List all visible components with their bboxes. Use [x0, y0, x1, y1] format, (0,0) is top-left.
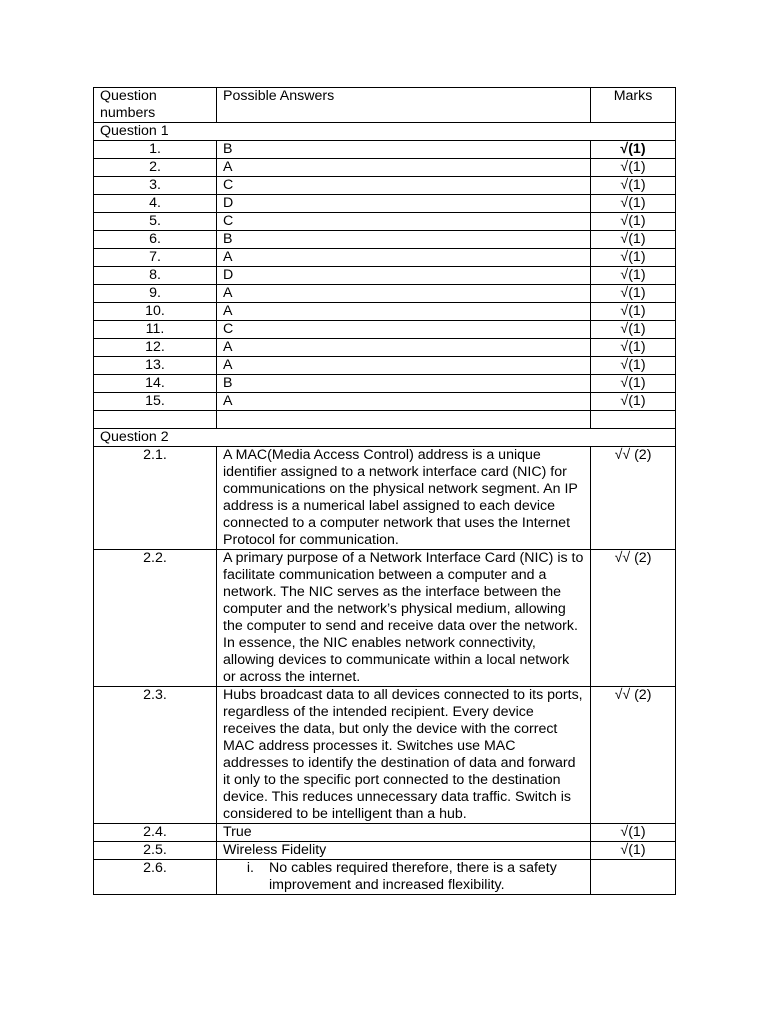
list-item-text: No cables required therefore, there is a safety improvement and increased flexibility. [269, 860, 557, 893]
header-possible-answers: Possible Answers [217, 88, 591, 123]
marks-cell: √(1) [591, 824, 676, 842]
answer-cell: B [217, 231, 591, 249]
marks-cell: √(1) [591, 213, 676, 231]
marks-cell: √√ (2) [591, 687, 676, 824]
section-row-question-1 [94, 123, 676, 141]
answer-cell: D [217, 195, 591, 213]
question-number: 8. [94, 267, 217, 285]
table-row [94, 285, 676, 303]
table-row [94, 231, 676, 249]
answer-cell: True [217, 824, 591, 842]
answer-cell: A [217, 393, 591, 411]
marks-cell: √(1) [591, 303, 676, 321]
question-number: 2.6. [94, 860, 217, 895]
table-row [94, 357, 676, 375]
table-row [94, 842, 676, 860]
table-row [94, 177, 676, 195]
question-number: 2.1. [94, 447, 217, 550]
answer-cell: Hubs broadcast data to all devices connected to its ports, regardless of the intended recipient. Every device receives the data, but only the device with the correct MAC address processes it. Switches use MAC addresses to identify the destination of data and forward it only to the specific port connected to the destination device. This reduces unnecessary data traffic. Switch is considered to be intelligent than a hub. [217, 687, 591, 824]
header-question-numbers: Question numbers [94, 88, 217, 123]
answer-cell: A [217, 339, 591, 357]
question-number: 2.3. [94, 687, 217, 824]
marks-cell: √(1) [591, 339, 676, 357]
marks-cell: √(1) [591, 177, 676, 195]
question-number: 1. [94, 141, 217, 159]
section-label-question-2: Question 2 [94, 429, 676, 447]
header-marks: Marks [591, 88, 676, 123]
question-number: 3. [94, 177, 217, 195]
marks-cell: √(1) [591, 375, 676, 393]
table-row [94, 860, 676, 895]
answer-table [93, 87, 676, 895]
table-row [94, 321, 676, 339]
answer-cell: A [217, 303, 591, 321]
marks-cell: √(1) [591, 285, 676, 303]
table-row [94, 824, 676, 842]
table-row [94, 550, 676, 687]
table-row [94, 447, 676, 550]
spacer-row [94, 411, 676, 429]
answer-cell: A [217, 159, 591, 177]
section-row-question-2 [94, 429, 676, 447]
marks-cell: √(1) [591, 267, 676, 285]
question-number: 15. [94, 393, 217, 411]
table-row [94, 303, 676, 321]
question-number: 10. [94, 303, 217, 321]
table-row [94, 141, 676, 159]
section-label-question-1: Question 1 [94, 123, 676, 141]
table-row [94, 687, 676, 824]
table-row [94, 213, 676, 231]
answer-cell: Wireless Fidelity [217, 842, 591, 860]
answer-cell: A MAC(Media Access Control) address is a unique identifier assigned to a network interface card (NIC) for communications on the physical network segment. An IP address is a numerical label assigned to each device connected to a computer network that uses the Internet Protocol for communication. [217, 447, 591, 550]
empty-cell [591, 411, 676, 429]
question-number: 11. [94, 321, 217, 339]
answer-cell: A primary purpose of a Network Interface Card (NIC) is to facilitate communication between a computer and a network. The NIC serves as the interface between the computer and the network’s physical medium, allowing the computer to send and receive data over the network. In essence, the NIC enables network connectivity, allowing devices to communicate within a local network or across the internet. [217, 550, 591, 687]
empty-cell [217, 411, 591, 429]
answer-cell: C [217, 213, 591, 231]
list-marker: i. [246, 860, 254, 876]
table-row [94, 393, 676, 411]
answer-cell: C [217, 321, 591, 339]
answer-cell: A [217, 357, 591, 375]
table-row [94, 159, 676, 177]
question-number: 9. [94, 285, 217, 303]
table-row [94, 375, 676, 393]
question-number: 13. [94, 357, 217, 375]
answer-cell: A [217, 285, 591, 303]
table-row [94, 249, 676, 267]
answer-cell: A [217, 249, 591, 267]
answer-cell: B [217, 141, 591, 159]
marks-cell [591, 860, 676, 895]
marks-cell: √(1) [591, 159, 676, 177]
question-number: 14. [94, 375, 217, 393]
question-number: 2.2. [94, 550, 217, 687]
question-number: 6. [94, 231, 217, 249]
marks-cell: √√ (2) [591, 447, 676, 550]
question-number: 5. [94, 213, 217, 231]
marks-cell: √(1) [591, 393, 676, 411]
marks-cell: √(1) [591, 321, 676, 339]
marks-cell: √(1) [591, 231, 676, 249]
header-row [94, 88, 676, 123]
table-row [94, 267, 676, 285]
empty-cell [94, 411, 217, 429]
marks-cell: √(1) [591, 842, 676, 860]
list-item [223, 860, 584, 894]
question-number: 2.5. [94, 842, 217, 860]
marks-cell: √(1) [591, 141, 676, 159]
answer-cell [217, 860, 591, 895]
question-number: 2. [94, 159, 217, 177]
question-number: 12. [94, 339, 217, 357]
answer-cell: D [217, 267, 591, 285]
question-number: 7. [94, 249, 217, 267]
marks-cell: √√ (2) [591, 550, 676, 687]
marks-cell: √(1) [591, 357, 676, 375]
answer-cell: B [217, 375, 591, 393]
table-row [94, 339, 676, 357]
question-number: 2.4. [94, 824, 217, 842]
table-row [94, 195, 676, 213]
marks-cell: √(1) [591, 249, 676, 267]
answer-cell: C [217, 177, 591, 195]
question-number: 4. [94, 195, 217, 213]
marks-cell: √(1) [591, 195, 676, 213]
